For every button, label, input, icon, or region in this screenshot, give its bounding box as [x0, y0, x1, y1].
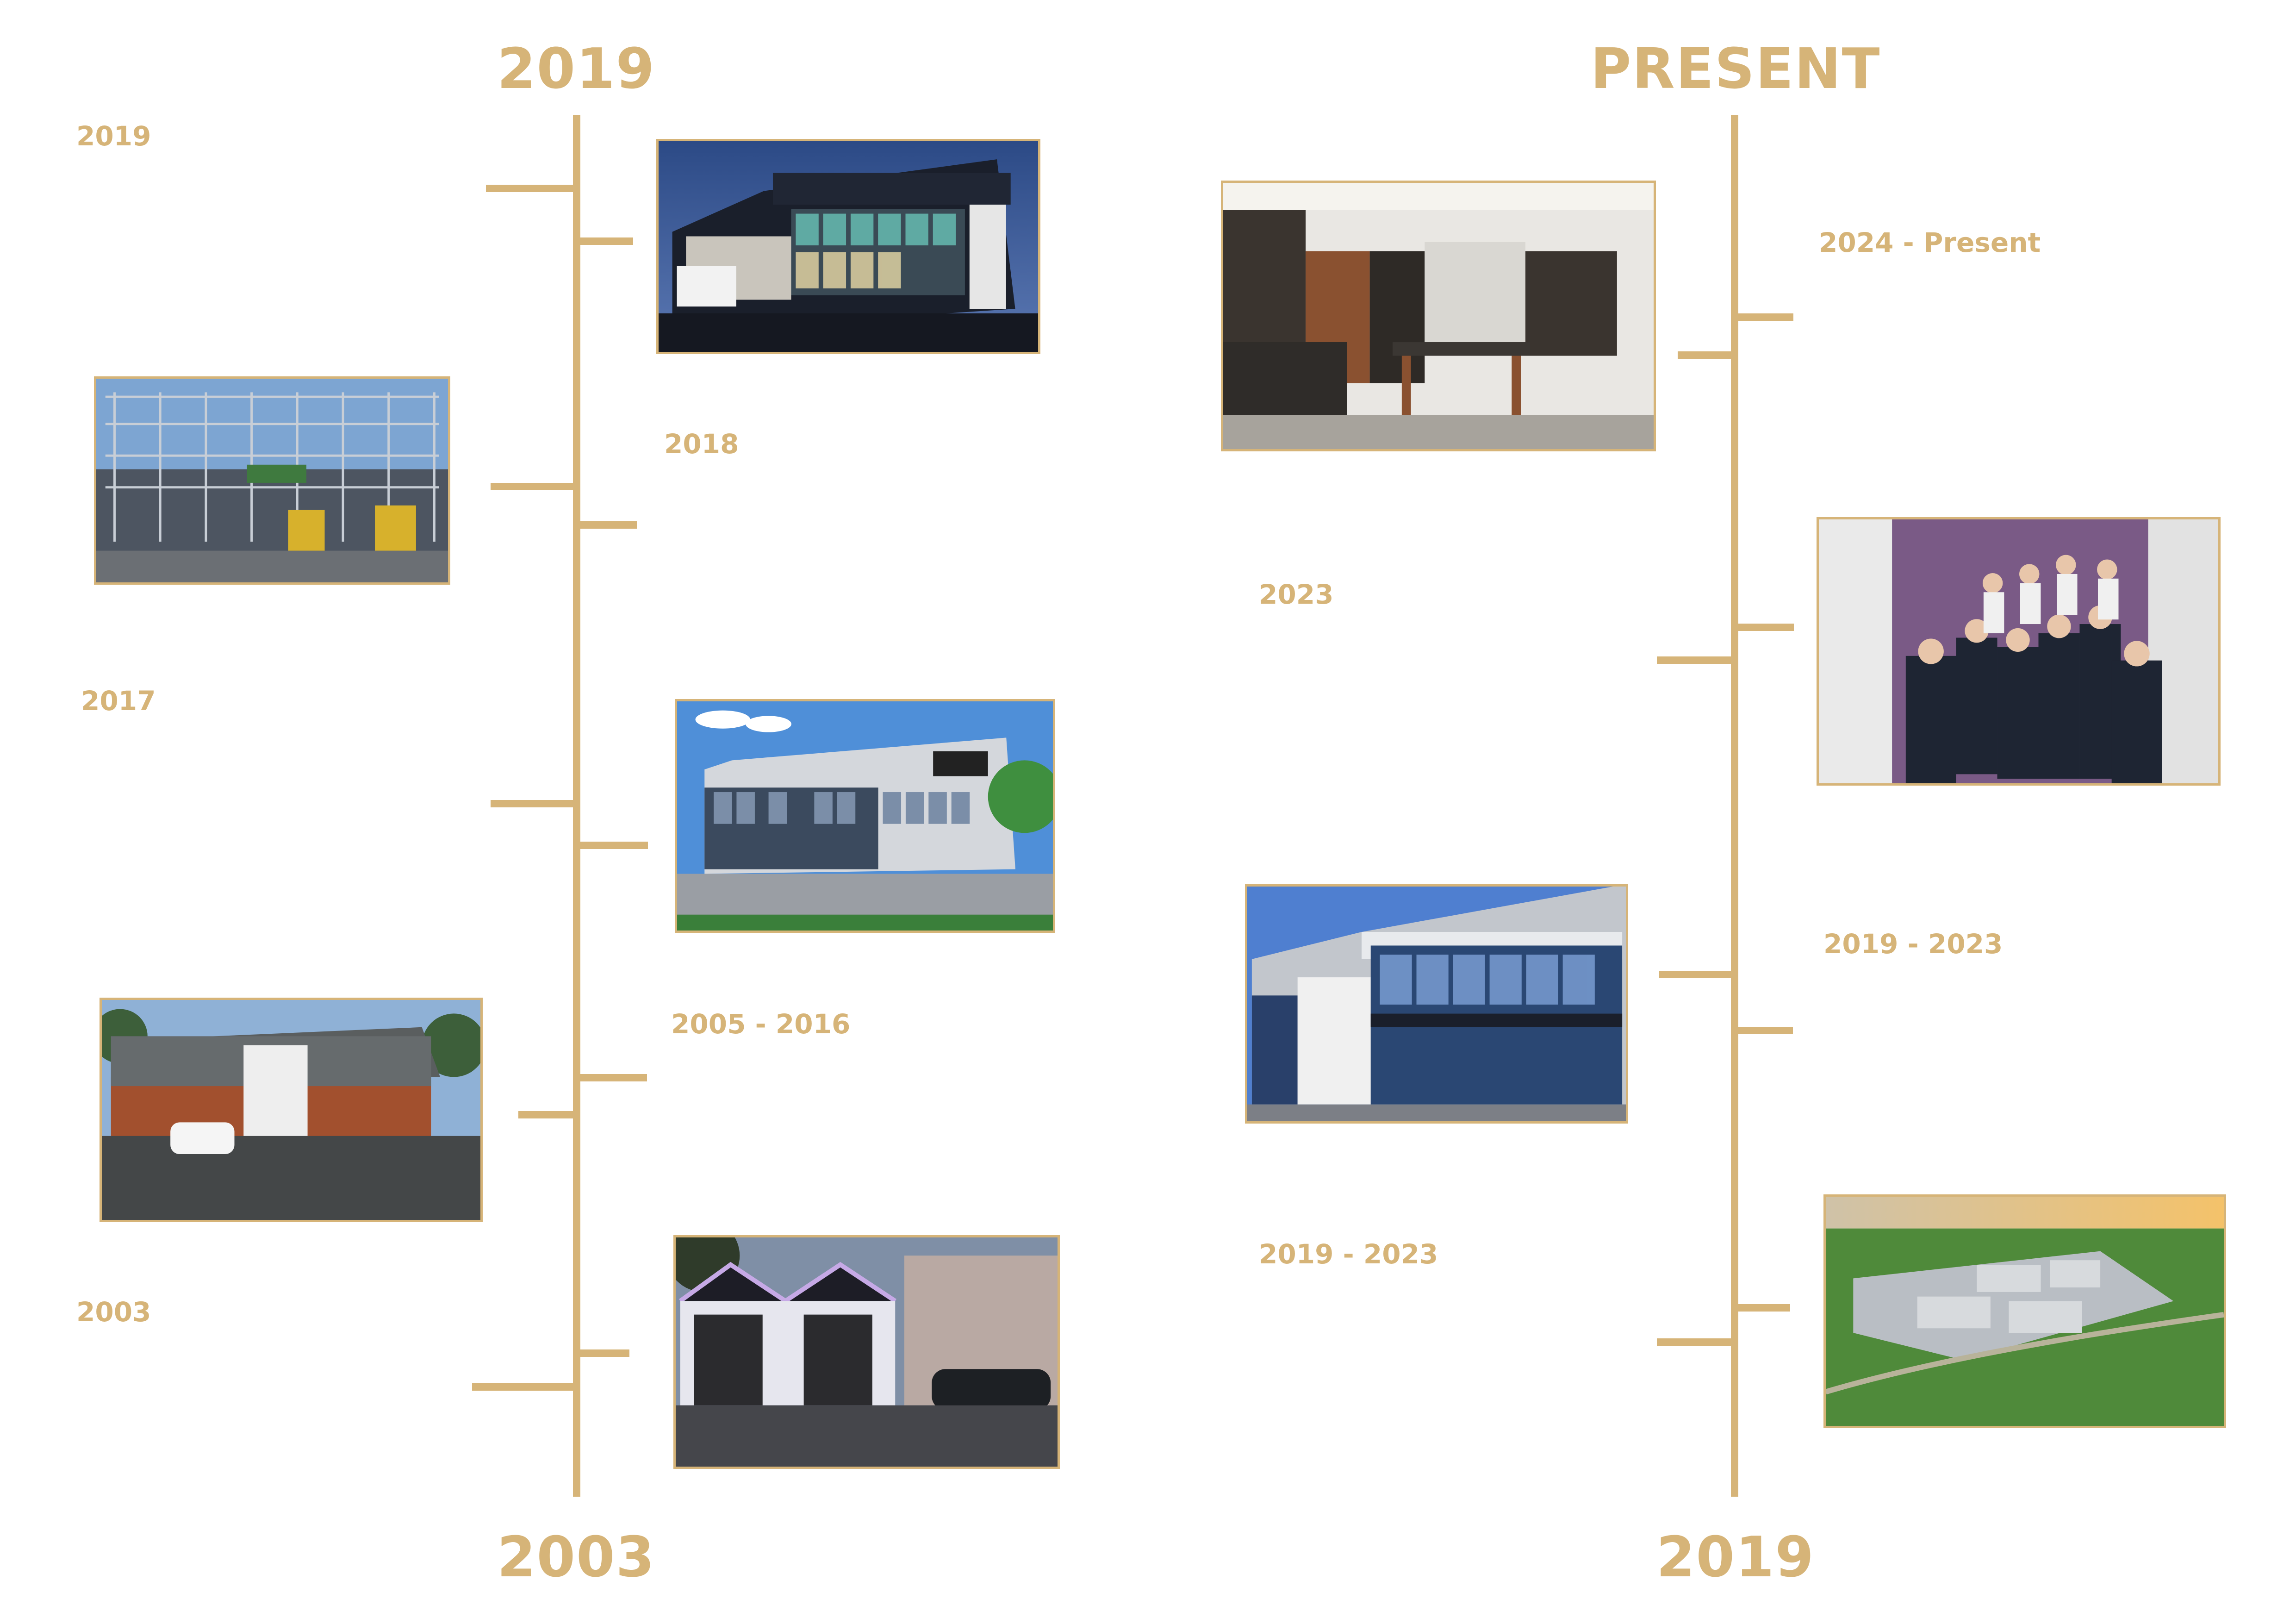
kitchen-interior-photo	[1221, 181, 1656, 451]
right-bottom-year: 2019	[1656, 1525, 1815, 1590]
right-tick-l4	[1657, 1338, 1733, 1346]
left-tick-2019	[486, 185, 576, 192]
right-tick-r4	[1731, 1304, 1790, 1312]
showroom-render-photo	[675, 699, 1055, 933]
inhouse-showroom-day-photo	[1245, 884, 1628, 1124]
aerial-factory-photo	[1823, 1194, 2226, 1428]
right-tick-r1	[1731, 313, 1793, 321]
label-2017: 2017	[81, 685, 156, 717]
double-garage-photo	[673, 1235, 1060, 1469]
label-2018: 2018	[664, 428, 739, 460]
left-top-year: 2019	[497, 37, 655, 101]
left-tick-r5	[573, 1349, 629, 1357]
label-2024-present: 2024 - Present	[1819, 227, 2041, 258]
left-tick-2005	[491, 800, 576, 807]
construction-steel-frame-photo	[94, 376, 450, 585]
right-timeline-spine	[1731, 115, 1738, 1497]
right-tick-r2	[1731, 624, 1794, 631]
team-group-photo	[1817, 517, 2221, 786]
left-tick-r4	[573, 1074, 647, 1081]
left-tick-2017	[491, 483, 576, 490]
left-tick-bottom	[472, 1383, 576, 1391]
label-2019-2023-right: 2019 - 2023	[1823, 928, 2003, 960]
label-2023: 2023	[1259, 579, 1334, 610]
left-tick-r1	[573, 237, 633, 245]
label-2019: 2019	[76, 120, 151, 152]
inhouse-showroom-night-photo	[656, 139, 1040, 354]
label-2003: 2003	[76, 1296, 151, 1328]
industrial-unit-photo	[100, 998, 483, 1222]
left-tick-r2	[573, 521, 637, 529]
label-2005-2016: 2005 - 2016	[671, 1008, 851, 1040]
left-tick-r3	[573, 842, 648, 849]
left-tick-2003	[518, 1111, 576, 1118]
right-tick-l1	[1678, 351, 1733, 359]
right-tick-r3	[1731, 1027, 1793, 1034]
left-bottom-year: 2003	[497, 1525, 655, 1590]
right-top-year: PRESENT	[1590, 37, 1881, 101]
label-2019-2023-left: 2019 - 2023	[1259, 1238, 1438, 1270]
right-tick-l2	[1657, 656, 1733, 664]
right-tick-l3	[1659, 971, 1733, 978]
